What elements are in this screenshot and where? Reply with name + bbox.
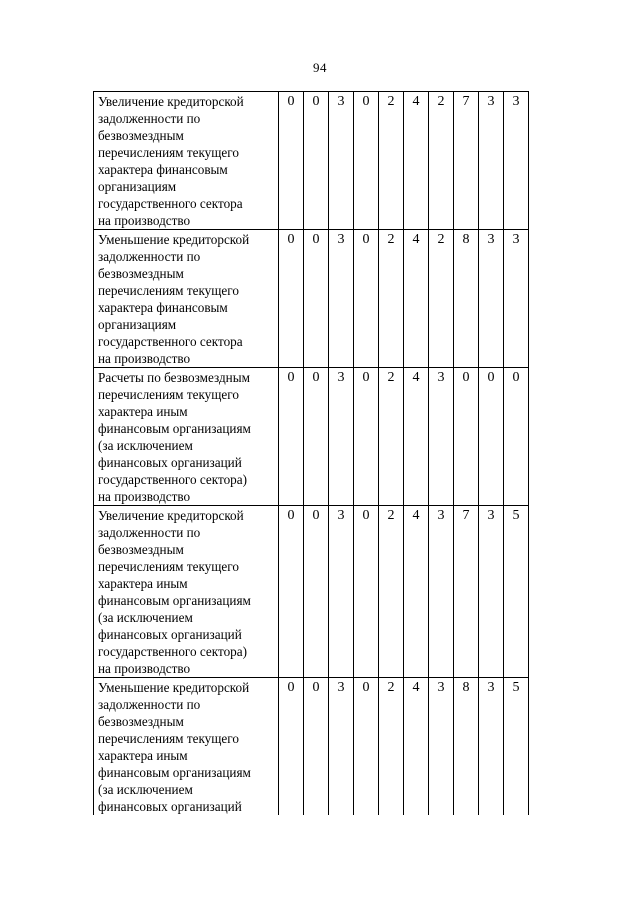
code-digit: 3 — [479, 230, 504, 368]
code-digit: 3 — [504, 230, 529, 368]
code-digit: 0 — [304, 92, 329, 230]
code-digit: 5 — [504, 678, 529, 816]
code-digit: 0 — [354, 230, 379, 368]
code-digit: 0 — [279, 368, 304, 506]
code-digit: 0 — [354, 368, 379, 506]
code-digit: 0 — [304, 678, 329, 816]
code-digit: 2 — [429, 230, 454, 368]
code-digit: 0 — [504, 368, 529, 506]
code-digit: 4 — [404, 678, 429, 816]
code-digit: 2 — [379, 506, 404, 678]
code-digit: 0 — [354, 506, 379, 678]
code-digit: 0 — [279, 92, 304, 230]
code-digit: 2 — [379, 230, 404, 368]
table-row — [94, 230, 529, 368]
table-row — [94, 92, 529, 230]
code-digit: 0 — [304, 230, 329, 368]
table-row — [94, 678, 529, 816]
code-digit: 0 — [479, 368, 504, 506]
code-digit: 3 — [479, 678, 504, 816]
code-digit: 4 — [404, 506, 429, 678]
code-digit: 2 — [429, 92, 454, 230]
code-digit: 2 — [379, 368, 404, 506]
code-digit: 3 — [329, 678, 354, 816]
code-digit: 2 — [379, 92, 404, 230]
budget-code-table — [93, 91, 529, 815]
code-digit: 3 — [329, 230, 354, 368]
code-digit: 8 — [454, 230, 479, 368]
row-label: Увеличение кредиторской задолженности по безвозмездным перечислениям текущего характера иным финансовым организациям (за исключением финансовых организаций государственного сектора) на производство — [94, 506, 279, 678]
code-digit: 2 — [379, 678, 404, 816]
row-label: Расчеты по безвозмездным перечислениям текущего характера иным финансовым организациям (за исключением финансовых организаций государственного сектора) на производство — [94, 368, 279, 506]
row-label: Уменьшение кредиторской задолженности по безвозмездным перечислениям текущего характера иным финансовым организациям (за исключением финансовых организаций — [94, 678, 279, 816]
code-digit: 3 — [479, 506, 504, 678]
code-digit: 0 — [354, 92, 379, 230]
code-digit: 3 — [504, 92, 529, 230]
code-digit: 0 — [354, 678, 379, 816]
code-digit: 0 — [304, 506, 329, 678]
code-digit: 3 — [329, 92, 354, 230]
code-digit: 7 — [454, 92, 479, 230]
table-row — [94, 506, 529, 678]
row-label: Уменьшение кредиторской задолженности по безвозмездным перечислениям текущего характера финансовым организациям государственного сектора на производство — [94, 230, 279, 368]
table-body — [94, 92, 529, 816]
table-row — [94, 368, 529, 506]
code-digit: 3 — [329, 506, 354, 678]
code-digit: 0 — [304, 368, 329, 506]
code-digit: 4 — [404, 92, 429, 230]
code-digit: 4 — [404, 368, 429, 506]
code-digit: 8 — [454, 678, 479, 816]
code-digit: 0 — [454, 368, 479, 506]
code-digit: 5 — [504, 506, 529, 678]
row-label: Увеличение кредиторской задолженности по безвозмездным перечислениям текущего характера финансовым организациям государственного сектора на производство — [94, 92, 279, 230]
code-digit: 7 — [454, 506, 479, 678]
code-digit: 3 — [429, 368, 454, 506]
page-number: 94 — [313, 60, 327, 75]
code-digit: 4 — [404, 230, 429, 368]
code-digit: 0 — [279, 230, 304, 368]
code-digit: 3 — [429, 678, 454, 816]
code-digit: 3 — [429, 506, 454, 678]
code-digit: 0 — [279, 506, 304, 678]
code-digit: 0 — [279, 678, 304, 816]
code-digit: 3 — [479, 92, 504, 230]
code-digit: 3 — [329, 368, 354, 506]
